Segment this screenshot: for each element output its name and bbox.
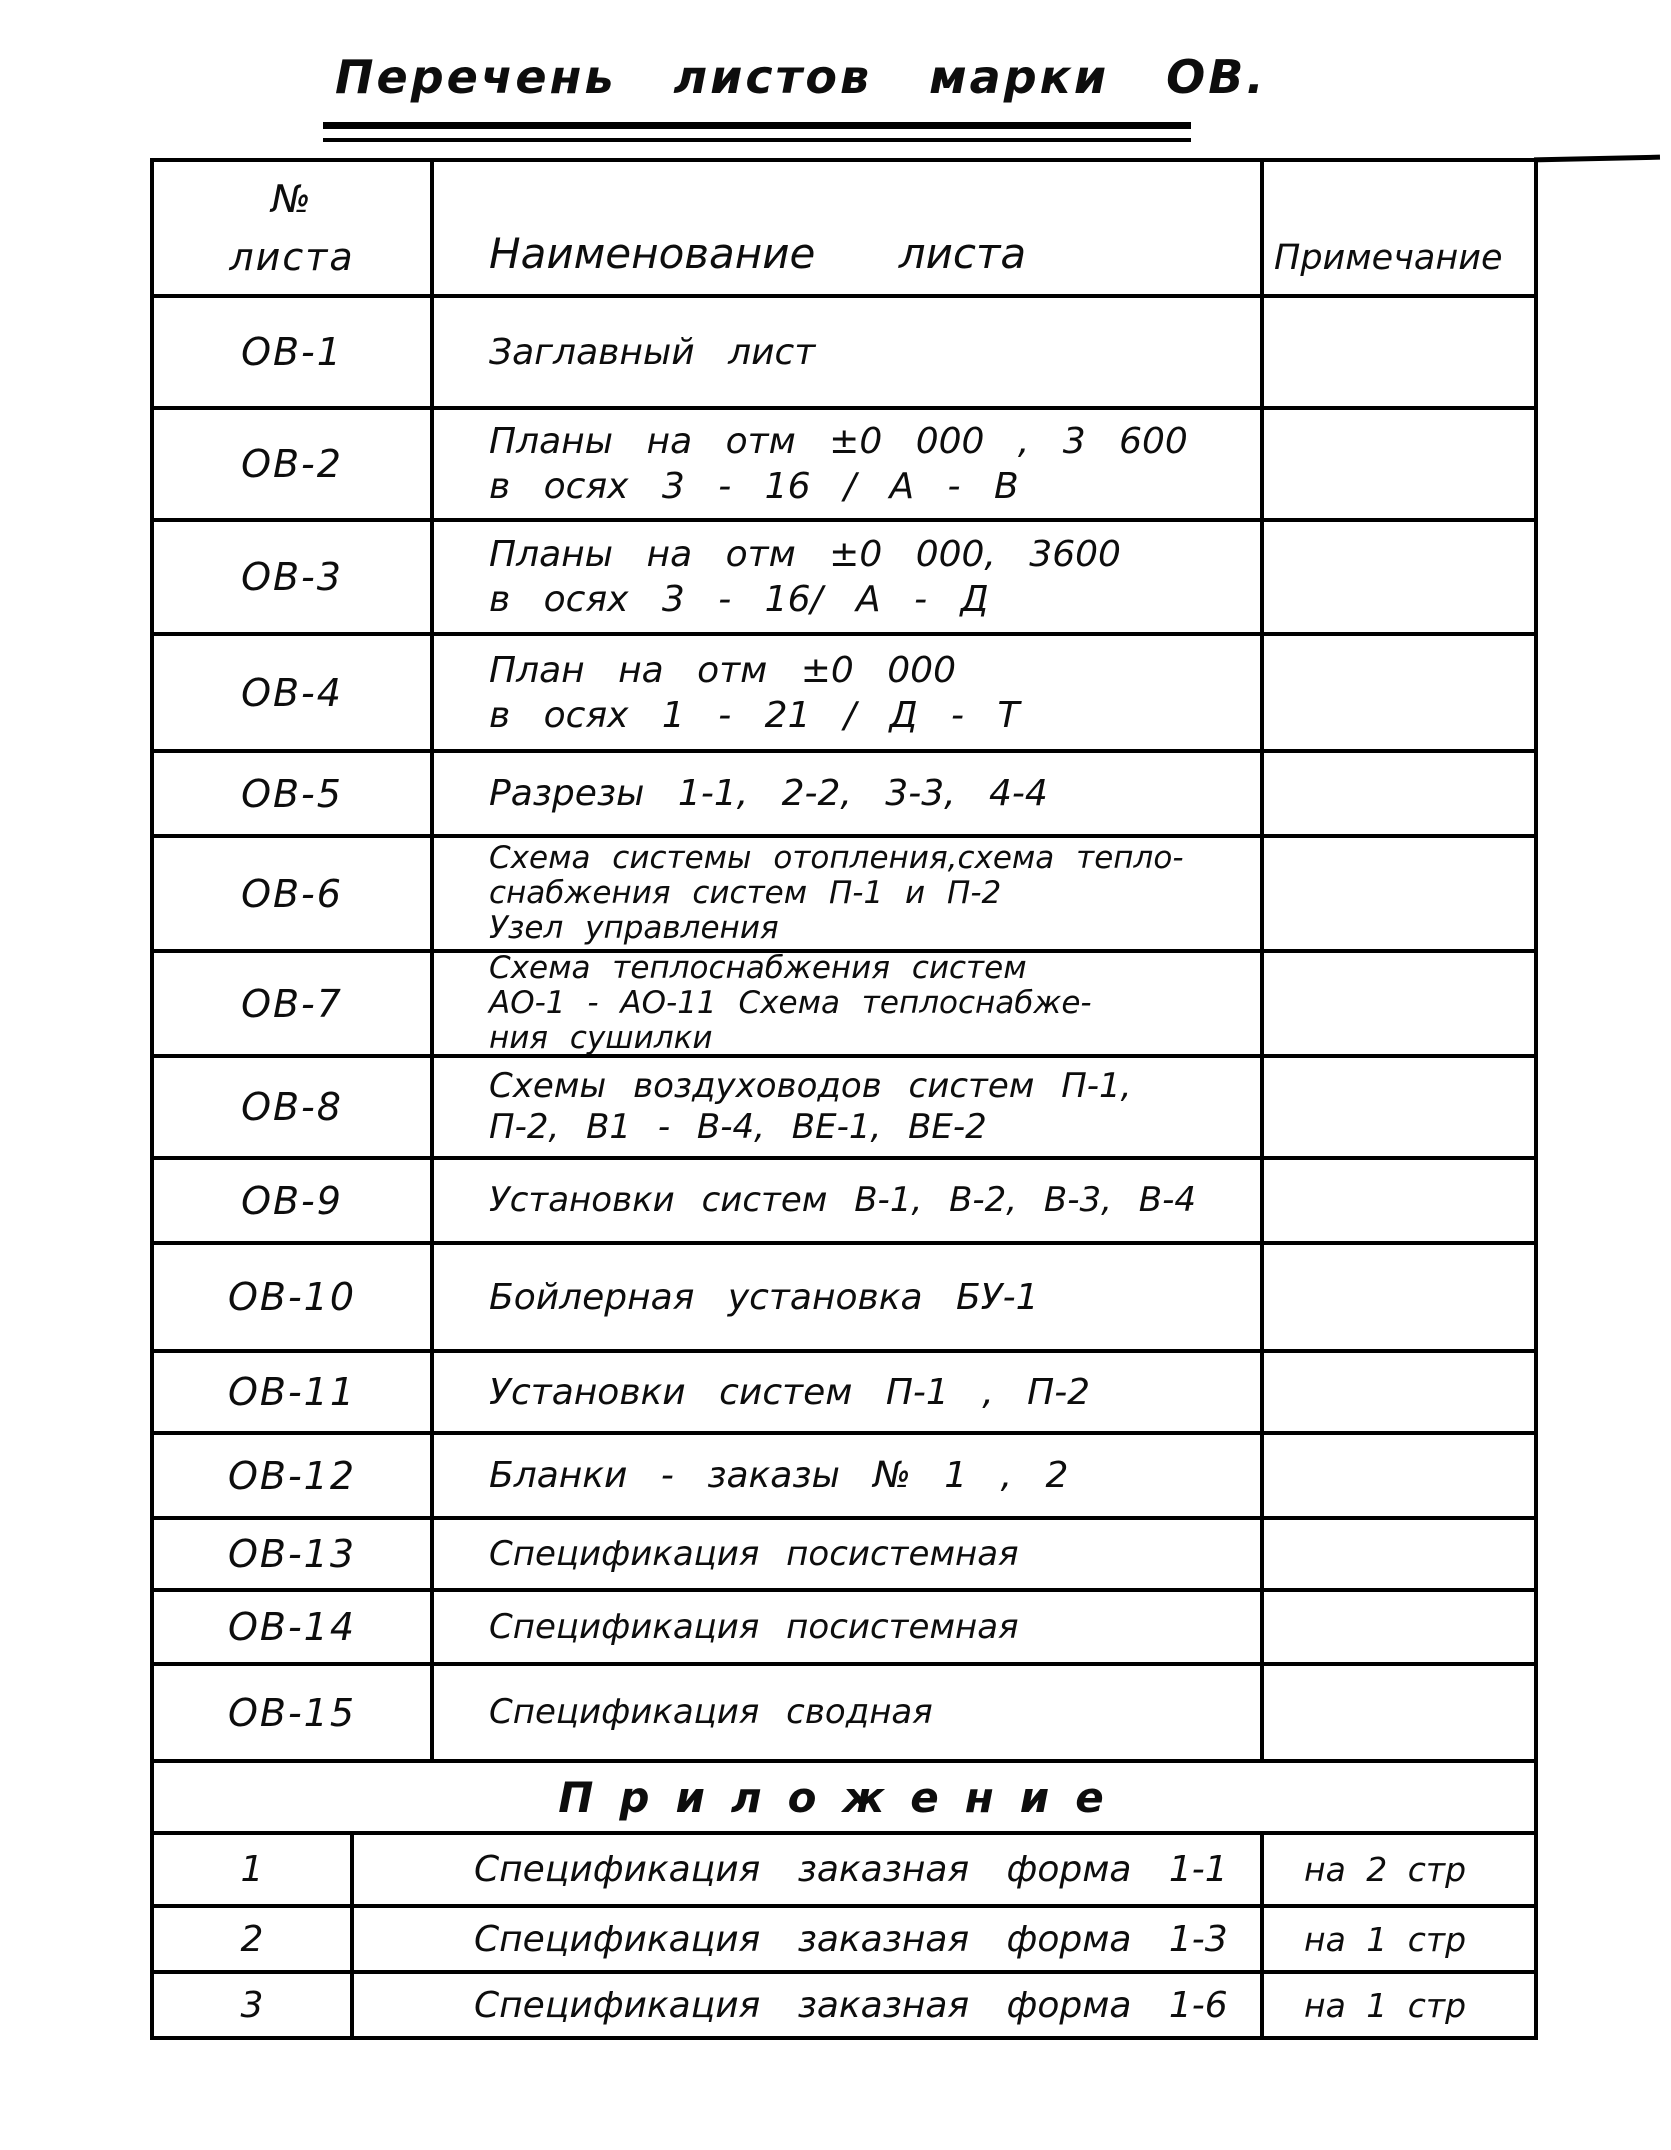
appendix-row [154, 1831, 1534, 1904]
appendix-name: Спецификация заказная форма 1-1 [354, 1835, 1264, 1904]
table-border-overshoot [1534, 155, 1660, 163]
sheet-name [434, 1353, 1264, 1431]
page-title: Перечень листов марки ОВ. [335, 50, 1267, 104]
header-note-label: Примечание [1274, 238, 1503, 278]
appendix-number: 1 [154, 1835, 354, 1904]
sheet-number: ОВ-5 [154, 753, 434, 834]
table-row [154, 749, 1534, 834]
table-row [154, 1054, 1534, 1156]
sheet-name-line: Планы на отм ±0 000 , 3 600 [489, 421, 1188, 462]
sheet-note [1264, 1245, 1534, 1349]
sheet-number: ОВ-15 [154, 1666, 434, 1759]
sheet-name [434, 410, 1264, 518]
header-sheet-name [434, 162, 1264, 294]
sheet-name-line: План на отм ±0 000 [489, 649, 956, 691]
sheet-name [434, 1592, 1264, 1662]
sheet-note [1264, 953, 1534, 1054]
sheet-name-line: в осях 1 - 21 / Д - Т [489, 694, 1020, 736]
sheet-number: ОВ-2 [154, 410, 434, 518]
appendix-name: Спецификация заказная форма 1-3 [354, 1908, 1264, 1970]
sheet-name [434, 522, 1264, 632]
sheet-name-line: Узел управления [489, 910, 779, 947]
sheet-number: ОВ-12 [154, 1435, 434, 1516]
sheet-number: ОВ-1 [154, 298, 434, 406]
sheet-number: ОВ-6 [154, 838, 434, 949]
sheet-name-line: Схема системы отопления,схема тепло- [489, 839, 1184, 876]
sheet-name-line: Бланки - заказы № 1 , 2 [489, 1455, 1069, 1496]
sheet-name-line: АО-1 - АО-11 Схема теплоснабже- [489, 984, 1092, 1021]
sheet-name-line: Планы на отм ±0 000, 3600 [489, 534, 1121, 575]
table-row [154, 1431, 1534, 1516]
sheet-number: ОВ-8 [154, 1058, 434, 1156]
appendix-section-header [154, 1759, 1534, 1831]
sheet-number: ОВ-7 [154, 953, 434, 1054]
sheet-number: ОВ-4 [154, 636, 434, 749]
sheet-note [1264, 1058, 1534, 1156]
table-row [154, 1588, 1534, 1662]
sheet-name-line: Спецификация посистемная [489, 1533, 1019, 1574]
sheet-name [434, 1520, 1264, 1588]
header-num-symbol: № [271, 177, 313, 221]
sheet-note [1264, 1435, 1534, 1516]
sheet-note [1264, 522, 1534, 632]
sheet-name-line: П-2, В1 - В-4, ВЕ-1, ВЕ-2 [489, 1107, 987, 1147]
sheet-number: ОВ-14 [154, 1592, 434, 1662]
sheet-number: ОВ-11 [154, 1353, 434, 1431]
appendix-note: на 2 стр [1304, 1850, 1467, 1889]
table-row [154, 1516, 1534, 1588]
sheet-name-line: снабжения систем П-1 и П-2 [489, 874, 1002, 911]
appendix-title: Приложение [558, 1772, 1130, 1822]
sheet-number: ОВ-3 [154, 522, 434, 632]
table-row [154, 1662, 1534, 1759]
table-row [154, 1349, 1534, 1431]
sheet-number: ОВ-10 [154, 1245, 434, 1349]
appendix-number: 3 [154, 1974, 354, 2036]
sheet-name-line: Установки систем В-1, В-2, В-3, В-4 [489, 1180, 1196, 1221]
sheet-name [434, 1666, 1264, 1759]
sheet-name-line: Схема теплоснабжения систем [489, 949, 1027, 986]
sheet-name-line: в осях 3 - 16/ А - Д [489, 579, 989, 620]
sheet-name-line: ния сушилки [489, 1020, 713, 1057]
sheet-note [1264, 1160, 1534, 1241]
table-row [154, 406, 1534, 518]
sheet-name [434, 1435, 1264, 1516]
sheet-note [1264, 838, 1534, 949]
sheet-name [434, 753, 1264, 834]
sheet-name [434, 1058, 1264, 1156]
sheet-name-line: Схемы воздуховодов систем П-1, [489, 1066, 1132, 1107]
sheet-name [434, 1245, 1264, 1349]
appendix-note: на 1 стр [1304, 1985, 1467, 2025]
appendix-row [154, 1904, 1534, 1970]
table-row [154, 834, 1534, 949]
sheet-name-line: Разрезы 1-1, 2-2, 3-3, 4-4 [489, 773, 1048, 814]
table-row [154, 632, 1534, 749]
sheet-note [1264, 298, 1534, 406]
appendix-number: 2 [154, 1908, 354, 1970]
sheet-name [434, 636, 1264, 749]
sheet-list-table [150, 158, 1538, 2040]
sheet-note [1264, 1353, 1534, 1431]
table-row [154, 294, 1534, 406]
appendix-note: на 1 стр [1304, 1919, 1467, 1959]
sheet-note [1264, 636, 1534, 749]
table-row [154, 949, 1534, 1057]
sheet-note [1264, 1592, 1534, 1662]
appendix-name: Спецификация заказная форма 1-6 [354, 1974, 1264, 2036]
sheet-name [434, 298, 1264, 406]
sheet-number: ОВ-9 [154, 1160, 434, 1241]
header-note [1264, 162, 1534, 294]
appendix-row [154, 1970, 1534, 2036]
header-sheet-number [154, 162, 434, 294]
sheet-note [1264, 1520, 1534, 1588]
sheet-name-line: Спецификация посистемная [489, 1606, 1019, 1647]
header-num-word: листа [229, 235, 355, 279]
sheet-note [1264, 753, 1534, 834]
sheet-note [1264, 1666, 1534, 1759]
sheet-name-line: Установки систем П-1 , П-2 [489, 1371, 1091, 1413]
table-row [154, 1241, 1534, 1349]
sheet-note [1264, 410, 1534, 518]
title-underline [323, 122, 1191, 142]
table-row [154, 518, 1534, 632]
sheet-name-line: Бойлерная установка БУ-1 [489, 1276, 1039, 1318]
sheet-name-line: Спецификация сводная [489, 1692, 933, 1733]
header-name-label: Наименование листа [489, 228, 1027, 278]
sheet-name [434, 1160, 1264, 1241]
sheet-name-line: Заглавный лист [489, 331, 816, 373]
table-row [154, 1156, 1534, 1241]
sheet-name-line: в осях 3 - 16 / А - В [489, 466, 1019, 507]
sheet-name [434, 949, 1264, 1057]
sheet-name [434, 838, 1264, 949]
sheet-number: ОВ-13 [154, 1520, 434, 1588]
table-header-row [154, 162, 1534, 294]
